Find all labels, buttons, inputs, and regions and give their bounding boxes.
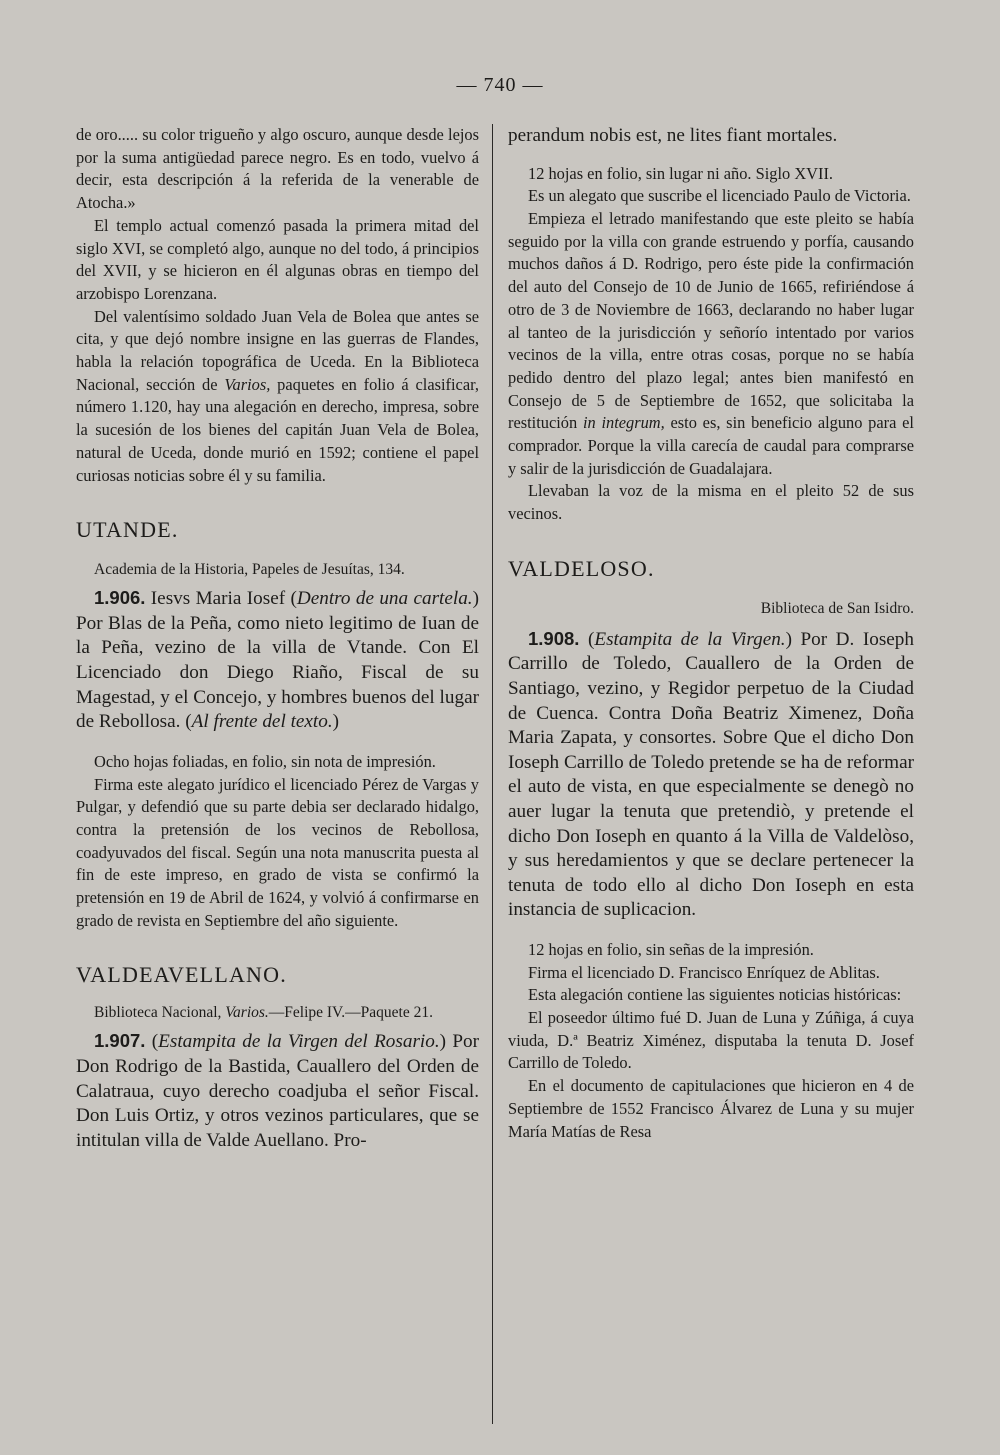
left-paragraph-2: El templo actual comenzó pasada la primera mitad del siglo XVI, se completó algo, aunque no del todo, á principios del XVII, y se hicieron en él algunas obras en tiempo del arzobispo Lorenzana. — [76, 215, 479, 303]
heading-utande: UTANDE. — [76, 517, 179, 543]
heading-valdeavellano: VALDEAVELLANO. — [76, 962, 287, 988]
right-paragraph-4: Empieza el letrado manifestando que este pleito se había seguido por la villa con grande estruendo y porfía, causando muchos daños á D. Rodrigo, pero éste pide la confirmación del auto del Consejo de 10 de Junio de 1665, refiriéndose á otro de 3 de Noviembre de 1663, declarando no haber lugar al tanteo de la jurisdicción y señorío intentado por varios vecinos de la villa, entre otras cosas, porque no se había pedido dentro del plazo legal; antes bien manifestó en Consejo de 5 de Septiembre de 1652, que solicitaba la restitución in integrum, esto es, sin beneficio alguno para el comprador. Porque la villa carecía de caudal para comprarse y salir de la jurisdicción de Guadalajara. — [508, 209, 914, 478]
heading-valdeloso: VALDELOSO. — [508, 555, 655, 581]
right-paragraph-2: 12 hojas en folio, sin lugar ni año. Siglo XVII. — [528, 163, 834, 183]
column-divider — [492, 124, 493, 1424]
source-valdeloso: Biblioteca de San Isidro. — [760, 599, 914, 617]
entry-number-1906: 1.906. — [94, 587, 146, 609]
right-paragraph-5: Llevaban la voz de la misma en el pleito 52 de sus vecinos. — [508, 481, 914, 524]
right-paragraph-10: En el documento de capitulaciones que hicieron en 4 de Septiembre de 1552 Francisco Álvarez de Luna y su mujer María Matías de Resa — [508, 1076, 914, 1141]
left-paragraph-5: Firma este alegato jurídico el licenciado Pérez de Vargas y Pulgar, y defendió que su parte debia ser declarado hidalgo, contra la pretensión de los vecinos de Rebollosa, coadyuvados del fiscal. Según una nota manuscrita puesta al fin de este impreso, en grado de vista se confirmó la pretensión en 19 de Abril de 1624, y volvió á confirmarse en grado de revista en Septiembre del año siguiente. — [76, 774, 479, 930]
source-valdeavellano: Biblioteca Nacional, Varios.—Felipe IV.—Paquete 21. — [94, 1004, 433, 1022]
entry-number-1908: 1.908. — [528, 627, 580, 649]
source-utande: Academia de la Historia, Papeles de Jesuítas, 134. — [94, 561, 405, 579]
entry-1906: 1.906. Iesvs Maria Iosef (Dentro de una cartela.) Por Blas de la Peña, como nieto legitimo de Iuan de la Peña, vezino de la villa de Vtande. Con El Licenciado don Diego Riaño, Fiscal de su Magestad, y el Concejo, y hombres buenos del lugar de Rebollosa. (Al frente del texto.) — [76, 587, 479, 733]
right-column — [508, 124, 914, 1143]
left-paragraph-4: Ocho hojas foliadas, en folio, sin nota de impresión. — [94, 751, 436, 771]
entry-1907: 1.907. (Estampita de la Virgen del Rosario.) Por Don Rodrigo de la Bastida, Cauallero del Orden de Calatraua, cuyo derecho coadjuba el señor Fiscal. Don Luis Ortiz, y otros vezinos particulares, que se intitulan villa de Valde Auellano. Pro- — [76, 1030, 479, 1151]
left-paragraph-1: de oro..... su color trigueño y algo oscuro, aunque desde lejos por la suma antigüedad parece negro. Es en todo, vuelvo á decir, esta descripción á la referida de la venerable de Atocha.» — [76, 125, 479, 213]
entry-1908: 1.908. (Estampita de la Virgen.) Por D. Ioseph Carrillo de Toledo, Cauallero de la Orden de Santiago, vezino, y Regidor perpetuo de la Ciudad de Cuenca. Contra Doña Beatriz Ximenez, Doña Maria Zapata, y consortes. Sobre Que el dicho Don Ioseph Carrillo de Toledo pretende se ha de reformar el auto de vista, en que especialmente se denegò no auer lugar la tenuta que pretendiò, y pretende el dicho Don Ioseph en quanto á la Villa de Valdelòso, y sus heredamientos y que se declare pertenecer la tenuta de todo ello al dicho Don Ioseph en esta instancia de suplicacion. — [508, 627, 914, 921]
right-paragraph-6: 12 hojas en folio, sin señas de la impresión. — [528, 939, 814, 959]
right-paragraph-7: Firma el licenciado D. Francisco Enríquez de Ablitas. — [528, 962, 880, 982]
page-number: — 740 — — [456, 74, 544, 96]
right-paragraph-1: perandum nobis est, ne lites fiant mortales. — [508, 125, 838, 146]
left-paragraph-3: Del valentísimo soldado Juan Vela de Bolea que antes se cita, y que dejó nombre insigne en las guerras de Flandes, habla la relación topográfica de Uceda. En la Biblioteca Nacional, sección de Varios, paquetes en folio á clasificar, número 1.120, hay una alegación en derecho, impresa, sobre la sucesión de los bienes del capitán Juan Vela de Bolea, natural de Uceda, donde murió en 1592; contiene el papel curiosas noticias sobre él y su familia. — [76, 306, 479, 485]
left-column — [76, 124, 479, 1153]
entry-number-1907: 1.907. — [94, 1030, 146, 1052]
right-paragraph-3: Es un alegato que suscribe el licenciado Paulo de Victoria. — [528, 186, 911, 206]
right-paragraph-9: El poseedor último fué D. Juan de Luna y Zúñiga, á cuya viuda, D.ª Beatriz Ximénez, disputaba la tenuta D. Josef Carrillo de Toledo. — [508, 1008, 914, 1073]
right-paragraph-8: Esta alegación contiene las siguientes noticias históricas: — [528, 985, 902, 1005]
